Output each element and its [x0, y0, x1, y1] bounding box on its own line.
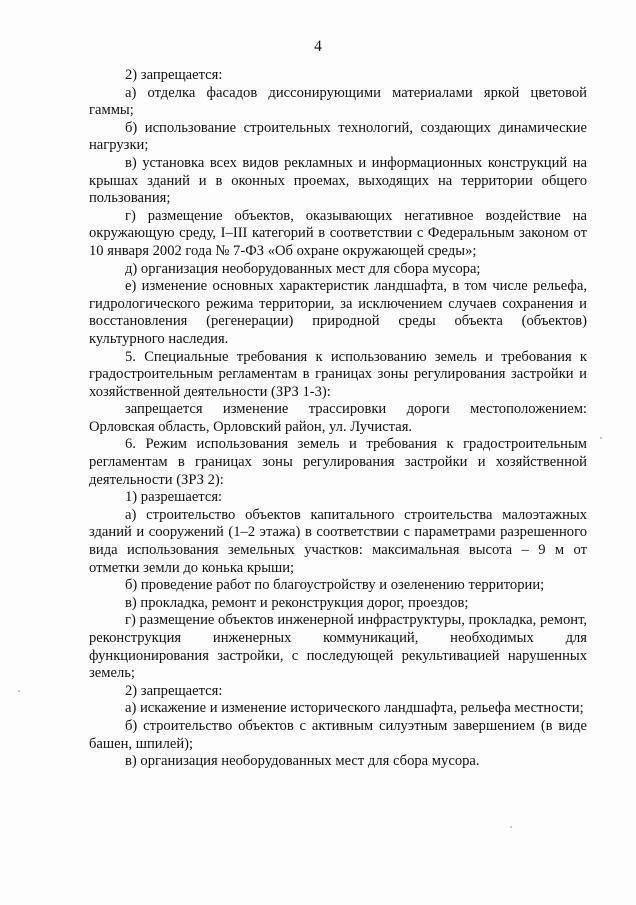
paragraph: 6. Режим использования земель и требования к градостроительным регламентам в границах зоны регулирования застройки и хозяйственной деятельности (ЗРЗ 2): [89, 436, 587, 488]
paragraph: г) размещение объектов инженерной инфраструктуры, прокладка, ремонт, реконструкция инженерных коммуникаций, необходимых для функционирования застройки, с последующей рекультивацией нарушенных земель; [89, 612, 587, 682]
paragraph: а) отделка фасадов диссонирующими материалами яркой цветовой гаммы; [89, 84, 587, 119]
paragraph: д) организация необорудованных мест для сбора мусора; [125, 260, 481, 277]
paragraph: а) искажение и изменение исторического ландшафта, рельефа местности; [125, 700, 584, 717]
paragraph: 2) запрещается: [125, 67, 223, 83]
paragraph: б) использование строительных технологий, создающих динамические нагрузки; [89, 119, 587, 154]
page-number: 4 [314, 38, 322, 55]
paragraph: е) изменение основных характеристик ландшафта, в том числе рельефа, гидрологического режима территории, за исключением случаев сохранения и восстановления (регенерации) природной среды объекта (объектов) культурного наследия. [89, 278, 587, 347]
scan-speck [18, 690, 20, 692]
paragraph: 5. Специальные требования к использованию земель и требования к градостроительным регламентам в границах зоны регулирования застройки и хозяйственной деятельности (ЗРЗ 1-3): [89, 348, 587, 400]
paragraph: г) размещение объектов, оказывающих негативное воздействие на окружающую среду, I–III категорий в соответствии с Федеральным законом от 10 января 2002 года № 7-ФЗ «Об охране окружающей среды»; [89, 207, 587, 259]
paragraph: в) установка всех видов рекламных и информационных конструкций на крышах зданий и в оконных проемах, выходящих на территории общего пользования; [89, 154, 587, 207]
paragraph: 2) запрещается: [125, 682, 223, 699]
paragraph: б) строительство объектов с активным силуэтным завершением (в виде башен, шпилей); [89, 717, 587, 752]
paragraph: запрещается изменение трассировки дороги местоположением: Орловская область, Орловский район, ул. Лучистая. [89, 401, 587, 435]
paragraph: а) строительство объектов капитального строительства малоэтажных зданий и сооружений (1–2 этажа) в соответствии с параметрами разрешенного вида использования земельных участков: максимальная высота – 9 м от отметки земли до конька крыши; [89, 506, 587, 576]
paragraph: в) прокладка, ремонт и реконструкция дорог, проездов; [125, 594, 469, 611]
scan-speck [600, 437, 602, 439]
paragraph: 1) разрешается: [125, 489, 223, 506]
paragraph: б) проведение работ по благоустройству и озеленению территории; [125, 577, 545, 594]
scan-speck [510, 826, 512, 828]
document-body [89, 67, 587, 771]
paragraph: в) организация необорудованных мест для сбора мусора. [125, 753, 480, 770]
